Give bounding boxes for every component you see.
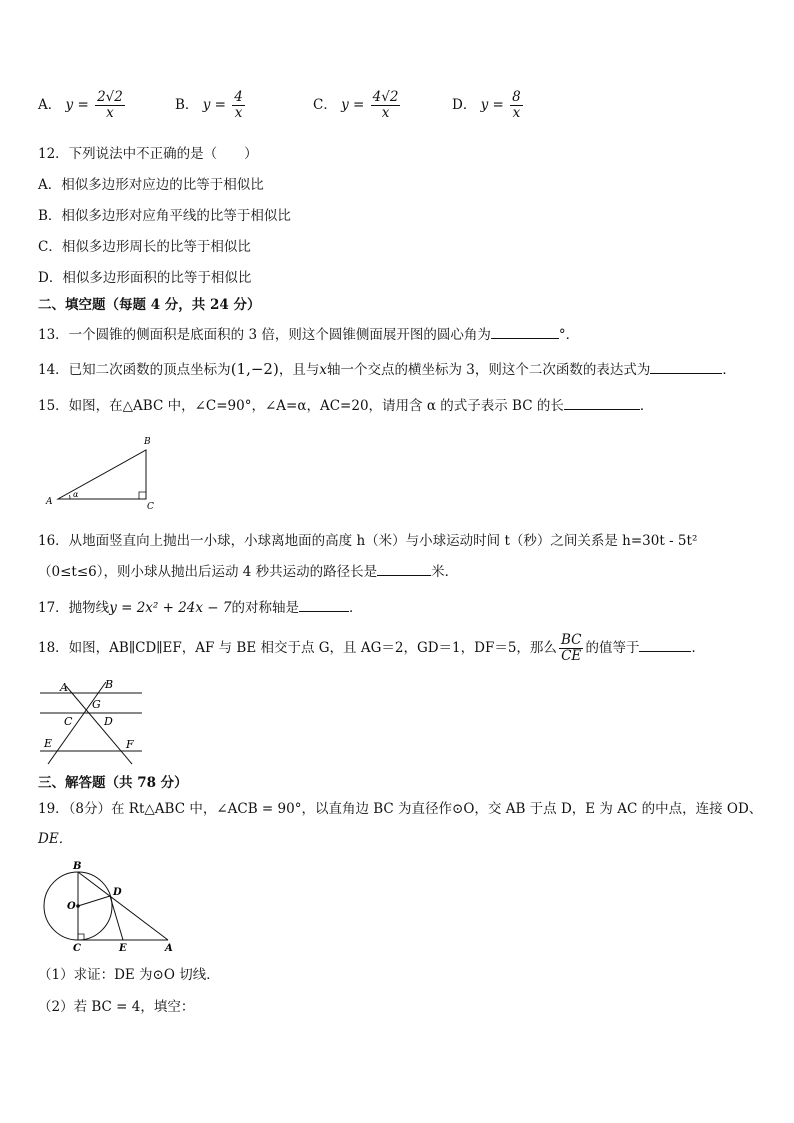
label-b: B: [105, 678, 114, 691]
q15: 15．如图，在△ABC 中，∠C=90°，∠A=α，AC=20，请用含 α 的式子表示 BC 的长 ．: [38, 395, 653, 415]
q19-sub1: （1）求证：DE 为⊙O 切线．: [38, 967, 220, 983]
angle-alpha-arc: [70, 495, 71, 499]
q13: 13．一个圆锥的侧面积是底面积的 3 倍，则这个圆锥侧面展开图的圆心角为 °．: [38, 324, 579, 344]
q11-option-a: A． y = $\frac{2√2}{x}$: [38, 89, 123, 121]
label-d: D: [104, 715, 113, 728]
fraction: $\frac{4}{x}$: [234, 89, 243, 121]
q17: 17．抛物线y = 2x² + 24x − 7的对称轴是 ．: [38, 597, 363, 617]
answer-blank: [650, 359, 722, 374]
label-c: C: [147, 502, 154, 512]
label-alpha: α: [73, 490, 79, 499]
triangle-abc: [58, 450, 146, 499]
fraction: $\frac{2√2}{x}$: [97, 89, 123, 121]
q19-line1: 19．（8分）在 Rt△ABC 中，∠ACB = 90°，以直角边 BC 为直径作⊙O，交 AB 于点 D，E 为 AC 的中点，连接 OD、: [38, 801, 763, 817]
q12-stem: 12．下列说法中不正确的是（ ）: [38, 146, 258, 162]
label-b: B: [73, 861, 82, 872]
fraction: $\frac{BC}{CE}$: [560, 632, 582, 664]
q11-option-b: B． y = $\frac{4}{x}$: [175, 89, 243, 121]
label-a: A: [165, 943, 173, 954]
answer-blank: [299, 597, 349, 612]
q19-sub2: （2）若 BC = 4，填空：: [38, 999, 195, 1015]
q14: 14．已知二次函数的顶点坐标为(1,−2)，且与x轴一个交点的横坐标为 3，则这个二次函数的表达式为 ．: [38, 360, 736, 378]
q18: 18．如图，AB∥CD∥EF，AF 与 BE 相交于点 G，且 AG＝2，GD＝1，DF＝5，那么 $\frac{BC}{CE}$ 的值等于 ．: [38, 632, 705, 664]
label-e: E: [44, 737, 53, 750]
label-a: A: [60, 681, 68, 694]
q12-option-c: C．相似多边形周长的比等于相似比: [38, 239, 251, 255]
label-o: O: [67, 901, 76, 912]
q16-line1: 16．从地面竖直向上抛出一小球，小球离地面的高度 h（米）与小球运动时间 t（秒）之间关系是 h=30t - 5t²: [38, 533, 698, 549]
q12-option-a: A．相似多边形对应边的比等于相似比: [38, 177, 264, 193]
label-a: A: [46, 497, 53, 507]
q11-option-d: D． y = $\frac{8}{x}$: [452, 89, 521, 121]
q19-line2: DE．: [38, 831, 73, 847]
center-point: [76, 904, 80, 908]
answer-blank: [377, 561, 431, 576]
segment-ab: [78, 872, 168, 940]
answer-blank: [491, 324, 559, 339]
right-angle-mark: [139, 492, 146, 499]
q18-parallel-lines-figure: [36, 676, 148, 766]
label-c: C: [73, 943, 81, 954]
q12-option-b: B．相似多边形对应角平线的比等于相似比: [38, 208, 291, 224]
q15-triangle-figure: [40, 432, 170, 514]
section-heading-solutions: 三、解答题（共 78 分）: [38, 775, 188, 791]
q16-line2: （0≤t≤6），则小球从抛出后运动 4 秒共运动的路径长是 米．: [38, 561, 458, 581]
right-angle-mark: [78, 934, 84, 940]
label-d: D: [113, 887, 122, 898]
segment-od: [78, 896, 110, 906]
answer-blank: [639, 637, 691, 652]
label-f: F: [126, 738, 134, 751]
q11-option-c: C． y = $\frac{4√2}{x}$: [313, 89, 399, 121]
q19-circle-figure: [40, 858, 180, 954]
segment-de: [110, 896, 123, 940]
answer-blank: [564, 395, 640, 410]
label-c: C: [64, 715, 73, 728]
section-heading-fill-in: 二、填空题（每题 4 分，共 24 分）: [38, 297, 261, 313]
fraction: $\frac{4√2}{x}$: [372, 89, 399, 121]
label-b: B: [144, 437, 151, 447]
fraction: $\frac{8}{x}$: [512, 89, 521, 121]
q12-option-d: D．相似多边形面积的比等于相似比: [38, 270, 252, 286]
label-e: E: [119, 943, 127, 954]
label-g: G: [92, 698, 101, 711]
